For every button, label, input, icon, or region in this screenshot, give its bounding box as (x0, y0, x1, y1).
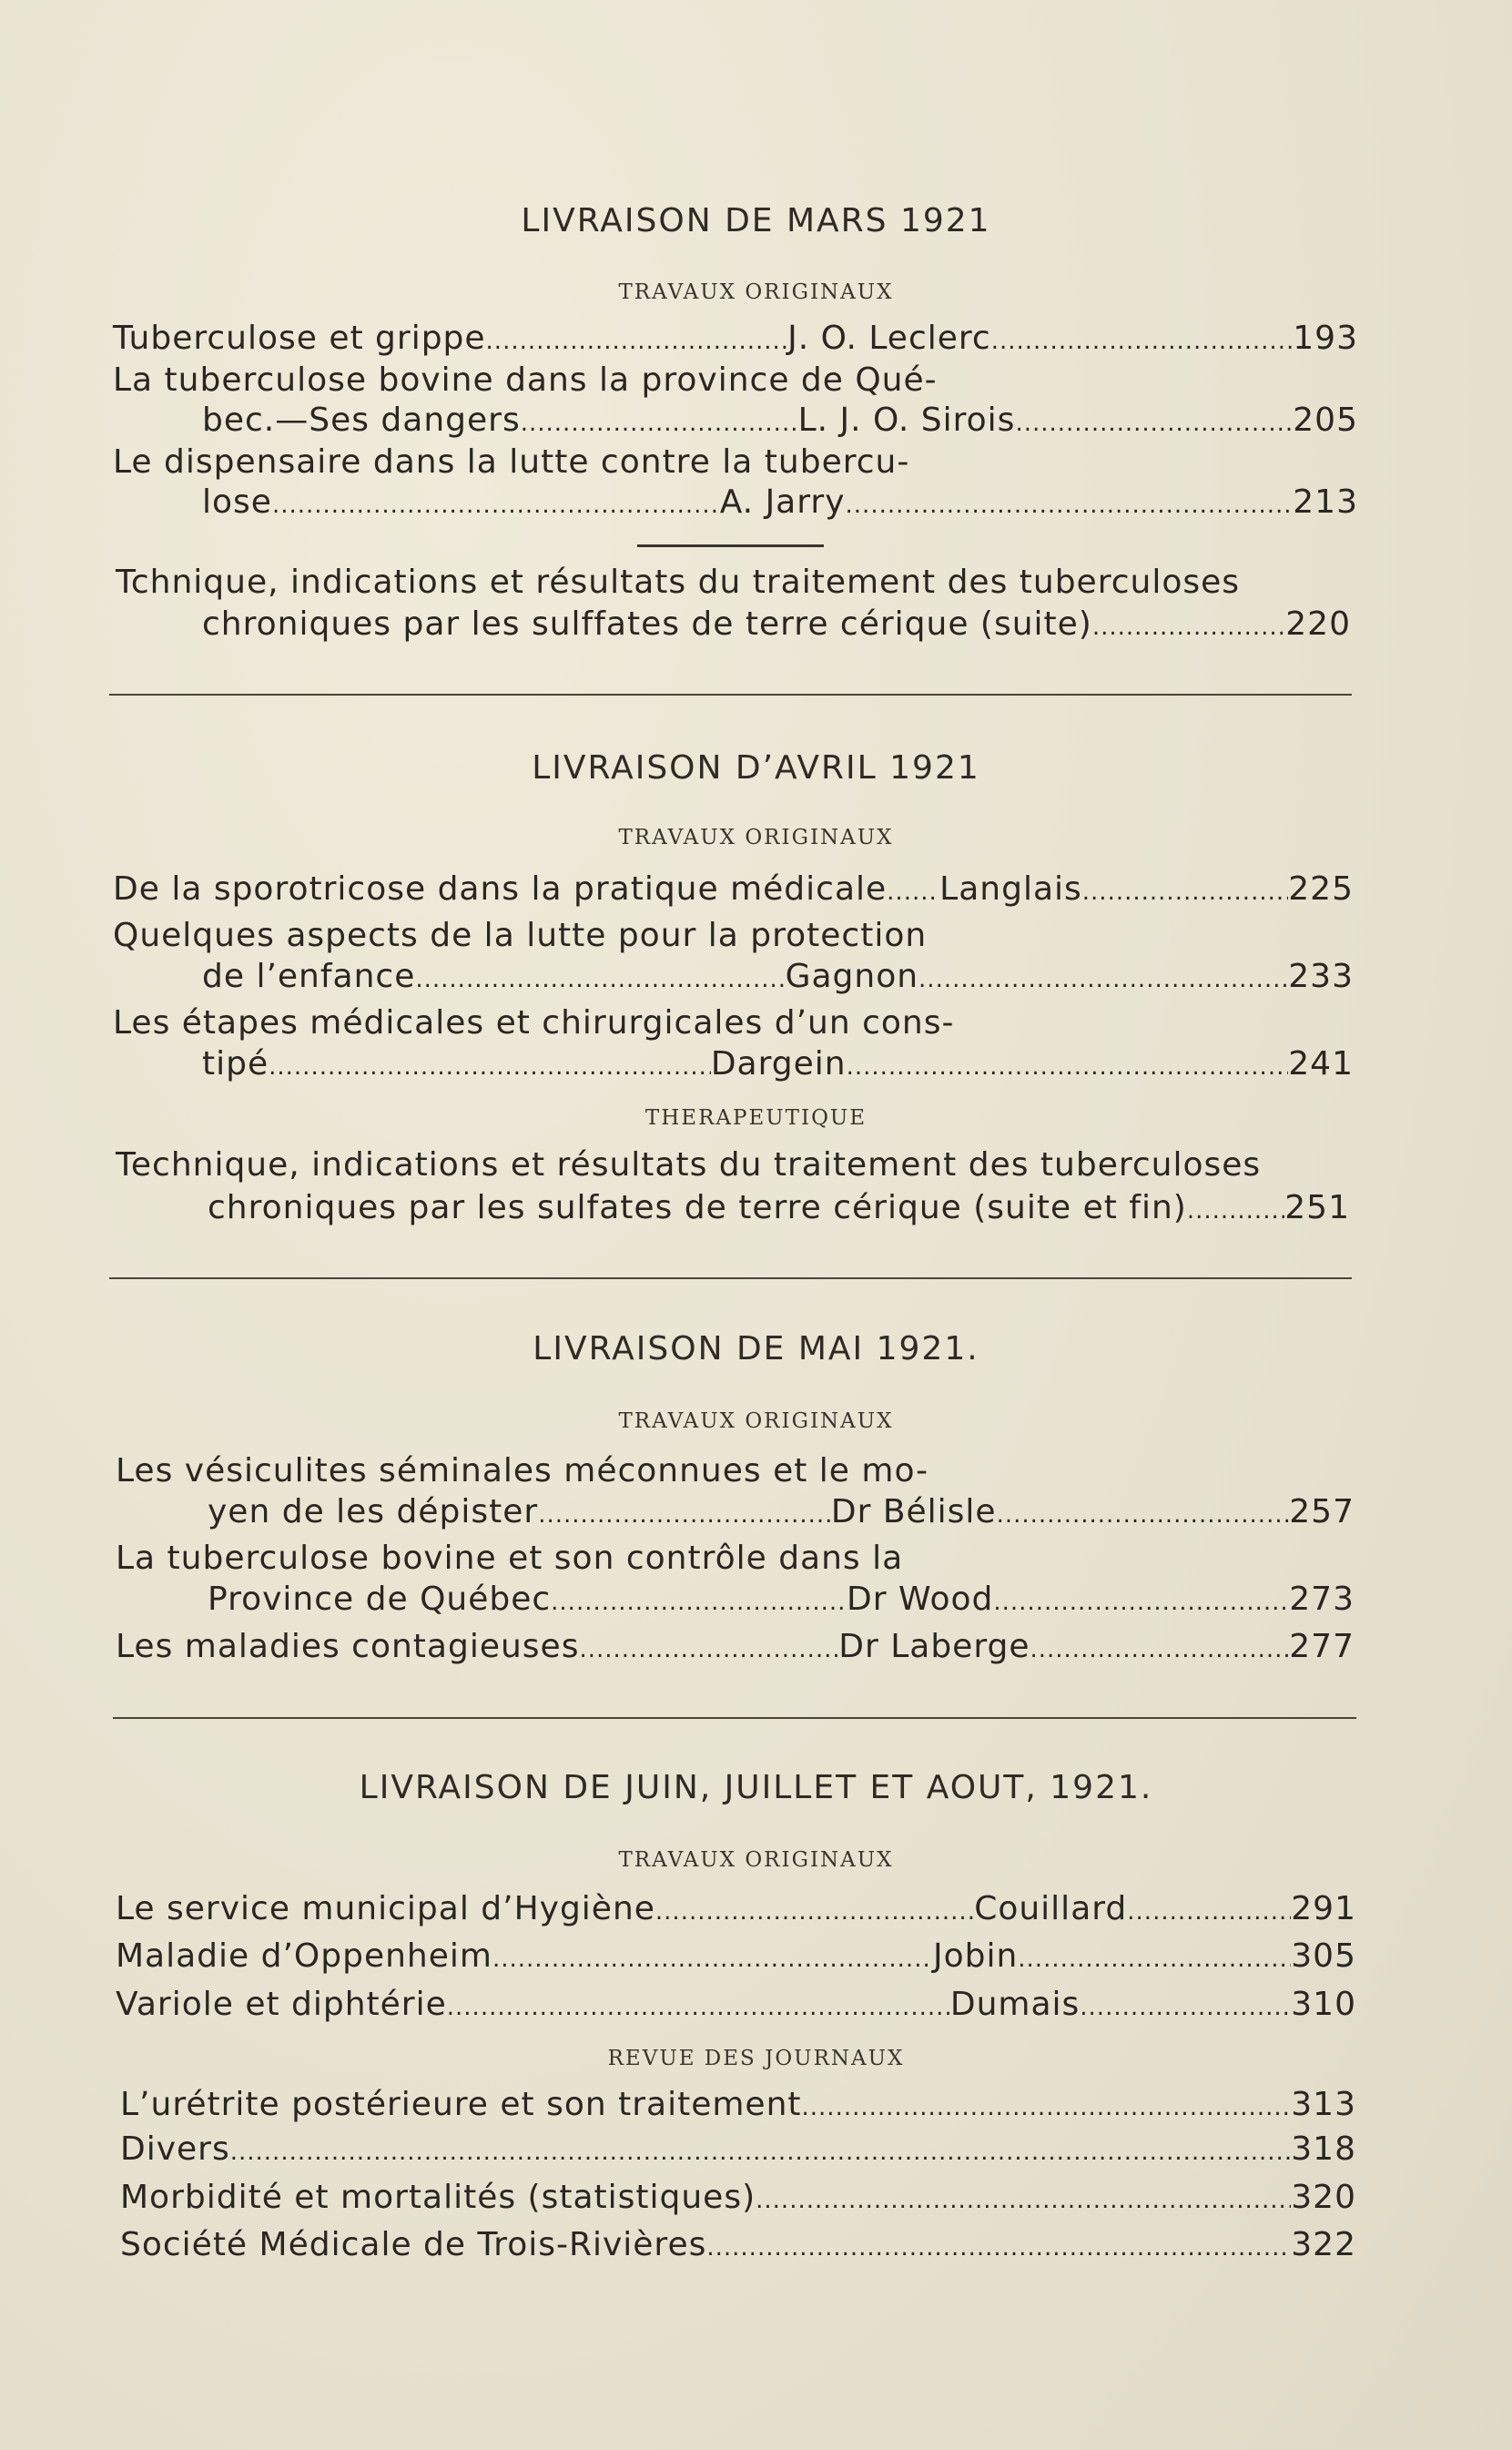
entry-title: Divers (120, 2130, 230, 2168)
entry-page: 225 (1288, 870, 1354, 908)
entry-page: 320 (1291, 2179, 1356, 2216)
entry-title-line1: La tuberculose bovine dans la province de Qué- (113, 361, 938, 399)
dot-leader (415, 957, 785, 1000)
dot-leader (993, 1580, 1289, 1622)
dot-leader (579, 1627, 838, 1670)
entry-author: Couillard (974, 1890, 1128, 1927)
entry-author: Dumais (949, 1986, 1081, 2023)
entry-title: lose (202, 483, 272, 521)
toc-entry (116, 1889, 1356, 1929)
entry-title: De la sporotricose dans la pratique médicale (113, 870, 888, 908)
dot-leader (1127, 1889, 1291, 1932)
dot-leader (230, 2130, 1292, 2172)
dot-leader (1030, 1627, 1289, 1670)
entry-author: Dr Wood (847, 1581, 994, 1618)
entry-page: 322 (1291, 2226, 1356, 2263)
category-travaux-originaux: TRAVAUX ORIGINAUX (618, 1409, 894, 1433)
toc-entry (116, 1627, 1355, 1667)
toc-entry (208, 1188, 1350, 1228)
entry-title-line1: Quelques aspects de la lutte pour la protection (113, 917, 928, 954)
entry-title: bec.—Ses dangers (202, 402, 521, 439)
dot-leader (846, 483, 1294, 525)
dot-leader (887, 869, 939, 912)
entry-title: de l’enfance (202, 958, 416, 995)
category-travaux-originaux: TRAVAUX ORIGINAUX (618, 280, 894, 304)
entry-title: L’urétrite postérieure et son traitement (120, 2086, 802, 2123)
entry-author: Jobin (932, 1937, 1019, 1975)
toc-entry (120, 2225, 1356, 2265)
dot-leader (538, 1492, 831, 1535)
entry-author: Dargein (710, 1045, 847, 1083)
toc-entry (116, 1937, 1356, 1977)
entry-author: A. Jarry (719, 483, 846, 521)
dot-leader (918, 957, 1288, 1000)
dot-leader (272, 483, 720, 525)
category-travaux-originaux: TRAVAUX ORIGINAUX (618, 826, 894, 849)
dot-leader (1018, 1937, 1291, 1979)
entry-author: Gagnon (785, 958, 919, 995)
toc-entry (116, 1985, 1356, 2025)
entry-page: 318 (1291, 2130, 1356, 2168)
dot-leader (997, 1492, 1290, 1535)
dot-leader (1082, 869, 1289, 912)
entry-title-line1: La tuberculose bovine et son contrôle dans la (116, 1540, 904, 1577)
section-divider (113, 1717, 1356, 1719)
entry-page: 251 (1284, 1189, 1350, 1226)
entry-author: Dr Laberge (838, 1628, 1030, 1665)
dot-leader (551, 1580, 847, 1622)
dot-leader (1092, 605, 1285, 647)
toc-entry (120, 2085, 1356, 2125)
entry-title-line1: Technique, indications et résultats du traitement des tuberculoses (116, 1146, 1262, 1184)
toc-entry (113, 319, 1358, 359)
entry-page: 233 (1288, 958, 1354, 995)
entry-title: Le service municipal d’Hygiène (116, 1890, 655, 1927)
section-title-mars: LIVRAISON DE MARS 1921 (521, 202, 991, 239)
dot-leader (1187, 1188, 1284, 1231)
entry-title: Les maladies contagieuses (116, 1628, 580, 1665)
dot-leader (706, 2225, 1291, 2268)
dot-leader (492, 1937, 933, 1979)
entry-page: 213 (1293, 483, 1358, 521)
section-divider (109, 694, 1352, 696)
entry-page: 257 (1289, 1493, 1355, 1530)
dot-leader (756, 2178, 1291, 2221)
entry-title: Province de Québec (208, 1581, 552, 1618)
entry-title: Maladie d’Oppenheim (116, 1937, 492, 1975)
entry-page: 277 (1289, 1628, 1355, 1665)
entry-page: 291 (1291, 1890, 1356, 1927)
entry-page: 313 (1291, 2086, 1356, 2123)
entry-title: yen de les dépister (208, 1493, 539, 1530)
category-travaux-originaux: TRAVAUX ORIGINAUX (618, 1848, 894, 1872)
toc-entry (202, 605, 1351, 645)
toc-entry (202, 1044, 1354, 1084)
entry-page: 310 (1291, 1986, 1356, 2023)
toc-entry (202, 483, 1358, 523)
entry-page: 241 (1288, 1045, 1354, 1083)
short-divider (637, 544, 824, 547)
entry-title-line1: Les étapes médicales et chirurgicales d’un cons- (113, 1004, 955, 1042)
entry-page: 220 (1285, 605, 1351, 643)
toc-entry (202, 957, 1354, 997)
category-therapeutique: THERAPEUTIQUE (644, 1106, 868, 1130)
dot-leader (655, 1889, 974, 1932)
entry-title: chroniques par les sulffates de terre cérique (suite) (202, 605, 1092, 643)
entry-title-line1: Le dispensaire dans la lutte contre la tubercu- (113, 443, 910, 481)
section-title-avril: LIVRAISON D’AVRIL 1921 (532, 749, 980, 787)
dot-leader (1015, 401, 1293, 443)
dot-leader (447, 1985, 950, 2028)
dot-leader (521, 401, 798, 443)
entry-page: 193 (1293, 320, 1358, 357)
dot-leader (802, 2085, 1292, 2128)
dot-leader (991, 319, 1294, 361)
toc-entry (120, 2130, 1356, 2170)
entry-page: 205 (1293, 402, 1358, 439)
entry-author: J. O. Leclerc (787, 320, 991, 357)
entry-title: Société Médicale de Trois-Rivières (120, 2226, 707, 2263)
entry-page: 273 (1289, 1581, 1355, 1618)
toc-entry (113, 869, 1354, 910)
entry-page: 305 (1291, 1937, 1356, 1975)
section-divider (109, 1277, 1352, 1279)
dot-leader (269, 1044, 711, 1087)
entry-title: chroniques par les sulfates de terre cérique (suite et fin) (208, 1189, 1187, 1226)
toc-entry (208, 1492, 1355, 1532)
entry-title: Tuberculose et grippe (113, 320, 486, 357)
entry-title-line1: Tchnique, indications et résultats du traitement des tuberculoses (116, 564, 1240, 601)
toc-entry (120, 2178, 1356, 2218)
entry-title: tipé (202, 1045, 269, 1083)
entry-author: L. J. O. Sirois (797, 402, 1016, 439)
dot-leader (847, 1044, 1289, 1087)
toc-entry (208, 1580, 1355, 1620)
entry-author: Langlais (939, 870, 1082, 908)
entry-title-line1: Les vésiculites séminales méconnues et le mo- (116, 1452, 929, 1489)
toc-entry (202, 401, 1358, 441)
dot-leader (1080, 1985, 1291, 2028)
category-revue-des-journaux: REVUE DES JOURNAUX (607, 2047, 905, 2070)
section-title-mai: LIVRAISON DE MAI 1921. (533, 1330, 979, 1367)
dot-leader (486, 319, 788, 361)
entry-title: Morbidité et mortalités (statistiques) (120, 2179, 756, 2216)
section-title-juin: LIVRAISON DE JUIN, JUILLET ET AOUT, 1921. (359, 1769, 1153, 1806)
entry-title: Variole et diphtérie (116, 1986, 447, 2023)
entry-author: Dr Bélisle (830, 1493, 997, 1530)
